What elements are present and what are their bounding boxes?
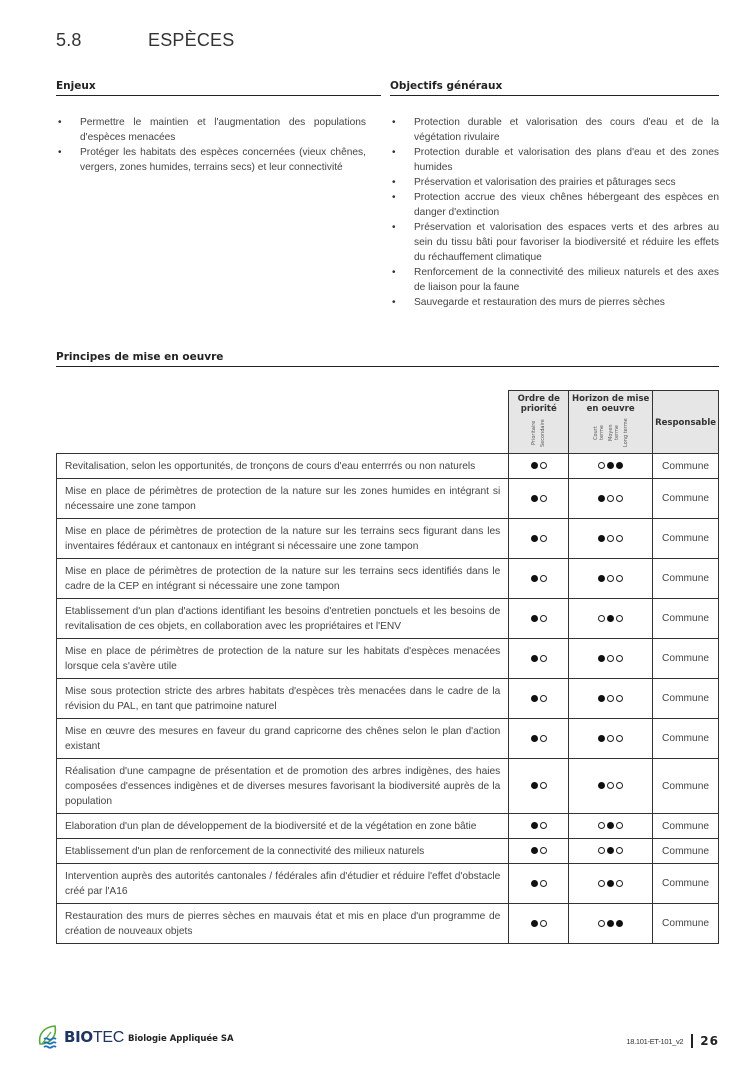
responsable-cell: Commune xyxy=(653,479,719,519)
horizon-indicator xyxy=(569,839,653,864)
biotec-logo xyxy=(36,1024,234,1050)
empty-dot-icon xyxy=(616,655,623,662)
table-row xyxy=(57,519,719,559)
empty-dot-icon xyxy=(616,735,623,742)
filled-dot-icon xyxy=(616,462,623,469)
page-number: 26 xyxy=(700,1034,719,1048)
empty-dot-icon xyxy=(598,615,605,622)
list-item: • Protection accrue des vieux chênes hébergeant des espèces en danger d'extinction xyxy=(390,190,719,220)
header-long-terme: Long terme xyxy=(622,418,629,448)
logo-bold: BIO xyxy=(64,1027,93,1046)
document-reference: 18.101-ET-101_v2 xyxy=(626,1036,684,1046)
header-blank xyxy=(57,391,509,454)
responsable-cell: Commune xyxy=(653,864,719,904)
empty-dot-icon xyxy=(616,822,623,829)
table-row xyxy=(57,814,719,839)
list-item: • Préservation et valorisation des prairies et pâturages secs xyxy=(390,175,719,190)
filled-dot-icon xyxy=(616,920,623,927)
table-row xyxy=(57,639,719,679)
filled-dot-icon xyxy=(531,782,538,789)
priority-indicator xyxy=(509,519,569,559)
list-item: • Renforcement de la connectivité des milieux naturels et des axes de liaison pour la faune xyxy=(390,265,719,295)
filled-dot-icon xyxy=(607,615,614,622)
priority-indicator xyxy=(509,759,569,814)
empty-dot-icon xyxy=(540,920,547,927)
responsable-cell: Commune xyxy=(653,814,719,839)
filled-dot-icon xyxy=(531,655,538,662)
empty-dot-icon xyxy=(540,535,547,542)
empty-dot-icon xyxy=(616,575,623,582)
filled-dot-icon xyxy=(598,782,605,789)
page-footer xyxy=(626,1034,719,1048)
filled-dot-icon xyxy=(531,822,538,829)
list-item: • Sauvegarde et restauration des murs de pierres sèches xyxy=(390,295,719,310)
empty-dot-icon xyxy=(598,920,605,927)
empty-dot-icon xyxy=(540,462,547,469)
priority-indicator xyxy=(509,904,569,944)
priority-indicator xyxy=(509,454,569,479)
horizon-indicator xyxy=(569,454,653,479)
filled-dot-icon xyxy=(607,822,614,829)
filled-dot-icon xyxy=(531,575,538,582)
filled-dot-icon xyxy=(607,920,614,927)
horizon-indicator xyxy=(569,599,653,639)
header-court-terme: Court terme xyxy=(592,425,605,441)
priority-indicator xyxy=(509,599,569,639)
principe-text: Mise en œuvre des mesures en faveur du grand capricorne des chênes selon le plan d'action existant xyxy=(57,719,509,759)
priority-indicator xyxy=(509,559,569,599)
horizon-indicator xyxy=(569,904,653,944)
section-title: ESPÈCES xyxy=(148,30,235,50)
list-item: • Protection durable et valorisation des cours d'eau et de la végétation rivulaire xyxy=(390,115,719,145)
filled-dot-icon xyxy=(531,462,538,469)
empty-dot-icon xyxy=(616,615,623,622)
filled-dot-icon xyxy=(607,880,614,887)
horizon-indicator xyxy=(569,679,653,719)
responsable-cell: Commune xyxy=(653,839,719,864)
responsable-cell: Commune xyxy=(653,454,719,479)
header-prioritaire: Prioritaire xyxy=(531,420,538,446)
header-priority xyxy=(509,391,569,454)
filled-dot-icon xyxy=(598,695,605,702)
enjeux-list xyxy=(56,115,366,175)
empty-dot-icon xyxy=(607,735,614,742)
list-item: • Protéger les habitats des espèces concernées (vieux chênes, vergers, zones humides, terrains secs) et leur connectivité xyxy=(56,145,366,175)
objectifs-list xyxy=(390,115,719,310)
principe-text: Mise en place de périmètres de protection de la nature sur les zones humides en intégrant si nécessaire une zone tampon xyxy=(57,479,509,519)
horizon-indicator xyxy=(569,639,653,679)
responsable-cell: Commune xyxy=(653,519,719,559)
table-row xyxy=(57,904,719,944)
principe-text: Etablissement d'un plan d'actions identifiant les besoins d'entretien ponctuels et les besoins de revitalisation de ces objets, en collaboration avec les propriétaires et l'ENV xyxy=(57,599,509,639)
filled-dot-icon xyxy=(598,575,605,582)
empty-dot-icon xyxy=(607,782,614,789)
logo-light: TEC xyxy=(92,1028,124,1046)
principe-text: Etablissement d'un plan de renforcement de la connectivité des milieux naturels xyxy=(57,839,509,864)
priority-indicator xyxy=(509,864,569,904)
horizon-indicator xyxy=(569,759,653,814)
responsable-cell: Commune xyxy=(653,639,719,679)
header-secondaire: Secondaire xyxy=(540,419,547,447)
header-horizon xyxy=(569,391,653,454)
filled-dot-icon xyxy=(531,847,538,854)
empty-dot-icon xyxy=(540,575,547,582)
empty-dot-icon xyxy=(540,782,547,789)
priority-indicator xyxy=(509,679,569,719)
filled-dot-icon xyxy=(531,695,538,702)
table-row xyxy=(57,599,719,639)
principe-text: Réalisation d'une campagne de présentation et de promotion des arbres indigènes, des haies composées d'essences indigènes et de diverses mesures favorisant la biodiversité auprès de la population xyxy=(57,759,509,814)
principe-text: Mise en place de périmètres de protection de la nature sur les terrains secs figurant dans les inventaires fédéraux et cantonaux en intégrant si nécessaire une zone tampon xyxy=(57,519,509,559)
empty-dot-icon xyxy=(607,575,614,582)
priority-indicator xyxy=(509,814,569,839)
filled-dot-icon xyxy=(607,462,614,469)
filled-dot-icon xyxy=(531,880,538,887)
priority-indicator xyxy=(509,479,569,519)
empty-dot-icon xyxy=(616,847,623,854)
empty-dot-icon xyxy=(616,782,623,789)
empty-dot-icon xyxy=(598,880,605,887)
empty-dot-icon xyxy=(607,695,614,702)
page-title xyxy=(56,30,234,51)
principe-text: Restauration des murs de pierres sèches en mauvais état et mis en place d'un programme de création de nouveaux objets xyxy=(57,904,509,944)
filled-dot-icon xyxy=(598,655,605,662)
filled-dot-icon xyxy=(531,535,538,542)
empty-dot-icon xyxy=(540,655,547,662)
enjeux-heading: Enjeux xyxy=(56,80,381,96)
header-responsable: Responsable xyxy=(653,391,719,454)
principe-text: Mise en place de périmètres de protection de la nature sur les terrains secs identifiés dans le cadre de la CEP en intégrant si nécessaire une zone tampon xyxy=(57,559,509,599)
empty-dot-icon xyxy=(598,822,605,829)
table-row xyxy=(57,479,719,519)
principes-table xyxy=(56,390,719,944)
filled-dot-icon xyxy=(598,495,605,502)
list-item: • Préservation et valorisation des espaces verts et des arbres au sein du tissu bâti pour favoriser la biodiversité et réduire les effets du réchauffement climatique xyxy=(390,220,719,265)
empty-dot-icon xyxy=(540,822,547,829)
empty-dot-icon xyxy=(616,535,623,542)
empty-dot-icon xyxy=(616,880,623,887)
empty-dot-icon xyxy=(616,495,623,502)
filled-dot-icon xyxy=(598,535,605,542)
empty-dot-icon xyxy=(607,495,614,502)
section-number: 5.8 xyxy=(56,30,82,50)
principe-text: Mise en place de périmètres de protection de la nature sur les habitats d'espèces menacées lorsque cela s'avère utile xyxy=(57,639,509,679)
filled-dot-icon xyxy=(531,615,538,622)
responsable-cell: Commune xyxy=(653,904,719,944)
footer-divider xyxy=(691,1034,693,1048)
filled-dot-icon xyxy=(598,735,605,742)
principes-heading: Principes de mise en oeuvre xyxy=(56,351,719,367)
empty-dot-icon xyxy=(598,462,605,469)
horizon-indicator xyxy=(569,719,653,759)
horizon-indicator xyxy=(569,559,653,599)
principe-text: Intervention auprès des autorités cantonales / fédérales afin d'étudier et réduire l'effet d'obstacle créé par l'A16 xyxy=(57,864,509,904)
priority-indicator xyxy=(509,719,569,759)
principe-text: Elaboration d'un plan de développement de la biodiversité et de la végétation en zone bâtie xyxy=(57,814,509,839)
filled-dot-icon xyxy=(531,920,538,927)
table-row xyxy=(57,454,719,479)
table-row xyxy=(57,679,719,719)
filled-dot-icon xyxy=(531,735,538,742)
empty-dot-icon xyxy=(540,615,547,622)
header-priority-label: Ordre de priorité xyxy=(517,394,560,414)
horizon-indicator xyxy=(569,519,653,559)
horizon-indicator xyxy=(569,864,653,904)
empty-dot-icon xyxy=(540,880,547,887)
empty-dot-icon xyxy=(616,695,623,702)
logo-wordmark xyxy=(64,1028,124,1047)
header-moyen-terme: Moyen terme xyxy=(607,424,620,442)
responsable-cell: Commune xyxy=(653,719,719,759)
leaf-waves-icon xyxy=(36,1024,62,1050)
responsable-cell: Commune xyxy=(653,679,719,719)
table-row xyxy=(57,719,719,759)
empty-dot-icon xyxy=(607,535,614,542)
objectifs-heading: Objectifs généraux xyxy=(390,80,719,96)
empty-dot-icon xyxy=(540,847,547,854)
list-item: • Permettre le maintien et l'augmentation des populations d'espèces menacées xyxy=(56,115,366,145)
table-row xyxy=(57,759,719,814)
priority-indicator xyxy=(509,839,569,864)
empty-dot-icon xyxy=(540,695,547,702)
list-item: • Protection durable et valorisation des plans d'eau et des zones humides xyxy=(390,145,719,175)
priority-indicator xyxy=(509,639,569,679)
responsable-cell: Commune xyxy=(653,559,719,599)
empty-dot-icon xyxy=(607,655,614,662)
responsable-cell: Commune xyxy=(653,599,719,639)
principe-text: Revitalisation, selon les opportunités, de tronçons de cours d'eau enterrrés ou non naturels xyxy=(57,454,509,479)
filled-dot-icon xyxy=(607,847,614,854)
table-row xyxy=(57,839,719,864)
responsable-cell: Commune xyxy=(653,759,719,814)
table-row xyxy=(57,864,719,904)
empty-dot-icon xyxy=(540,495,547,502)
principe-text: Mise sous protection stricte des arbres habitats d'espèces très menacées dans le cadre de la révision du PAL, en tant que patrimoine naturel xyxy=(57,679,509,719)
table-row xyxy=(57,559,719,599)
empty-dot-icon xyxy=(598,847,605,854)
header-horizon-label: Horizon de mise en oeuvre xyxy=(572,394,650,414)
filled-dot-icon xyxy=(531,495,538,502)
horizon-indicator xyxy=(569,814,653,839)
horizon-indicator xyxy=(569,479,653,519)
company-name: Biologie Appliquée SA xyxy=(127,1034,234,1044)
empty-dot-icon xyxy=(540,735,547,742)
